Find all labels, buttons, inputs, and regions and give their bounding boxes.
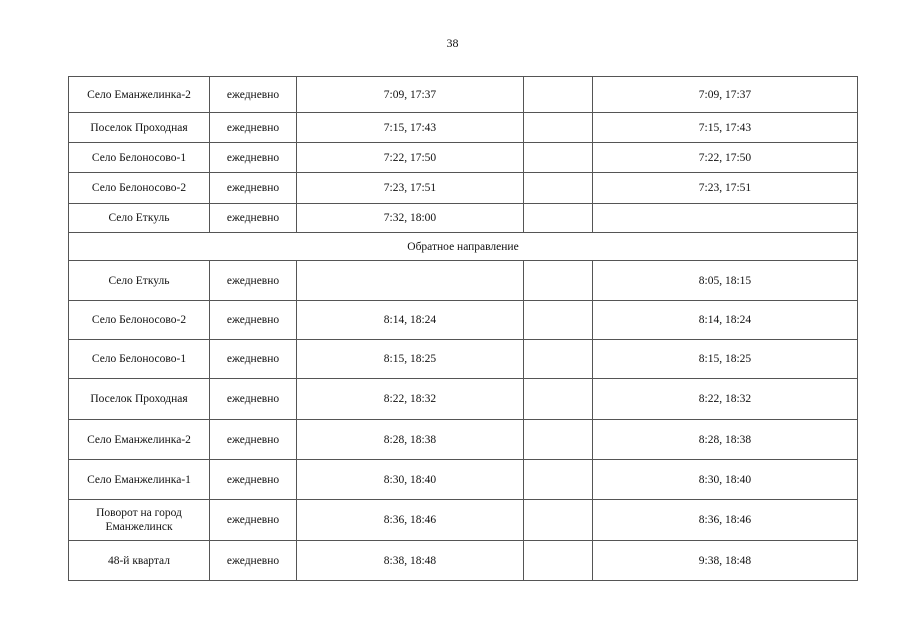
empty-cell bbox=[524, 261, 593, 301]
days-cell: ежедневно bbox=[210, 204, 297, 233]
departure-times-cell: 8:36, 18:46 bbox=[593, 500, 858, 541]
departure-times-cell: 8:05, 18:15 bbox=[593, 261, 858, 301]
stop-name-cell: Село Белоносово-2 bbox=[69, 301, 210, 340]
table-row bbox=[69, 500, 858, 541]
table-row bbox=[69, 143, 858, 173]
empty-cell bbox=[524, 204, 593, 233]
departure-times-cell: 8:15, 18:25 bbox=[297, 340, 524, 379]
departure-times-cell: 7:23, 17:51 bbox=[593, 173, 858, 204]
departure-times-cell: 7:22, 17:50 bbox=[593, 143, 858, 173]
table-row bbox=[69, 173, 858, 204]
departure-times-cell: 8:14, 18:24 bbox=[593, 301, 858, 340]
empty-cell bbox=[524, 77, 593, 113]
table-row bbox=[69, 301, 858, 340]
departure-times-cell: 9:38, 18:48 bbox=[593, 541, 858, 581]
departure-times-cell: 8:14, 18:24 bbox=[297, 301, 524, 340]
departure-times-cell: 8:22, 18:32 bbox=[593, 379, 858, 420]
stop-name-cell: Село Белоносово-1 bbox=[69, 340, 210, 379]
empty-cell bbox=[524, 541, 593, 581]
table-row bbox=[69, 77, 858, 113]
days-cell: ежедневно bbox=[210, 500, 297, 541]
stop-name-cell: Село Еманжелинка-1 bbox=[69, 460, 210, 500]
departure-times-cell bbox=[593, 204, 858, 233]
table-row bbox=[69, 460, 858, 500]
table-row bbox=[69, 113, 858, 143]
empty-cell bbox=[524, 301, 593, 340]
stop-name-cell: Поселок Проходная bbox=[69, 113, 210, 143]
stop-name-cell: Село Еманжелинка-2 bbox=[69, 420, 210, 460]
departure-times-cell: 8:30, 18:40 bbox=[593, 460, 858, 500]
days-cell: ежедневно bbox=[210, 261, 297, 301]
departure-times-cell: 7:22, 17:50 bbox=[297, 143, 524, 173]
departure-times-cell: 8:38, 18:48 bbox=[297, 541, 524, 581]
days-cell: ежедневно bbox=[210, 420, 297, 460]
departure-times-cell bbox=[297, 261, 524, 301]
table-row bbox=[69, 204, 858, 233]
empty-cell bbox=[524, 379, 593, 420]
departure-times-cell: 7:09, 17:37 bbox=[593, 77, 858, 113]
days-cell: ежедневно bbox=[210, 143, 297, 173]
page-number: 38 bbox=[446, 36, 459, 50]
days-cell: ежедневно bbox=[210, 340, 297, 379]
empty-cell bbox=[524, 143, 593, 173]
days-cell: ежедневно bbox=[210, 77, 297, 113]
departure-times-cell: 7:15, 17:43 bbox=[297, 113, 524, 143]
departure-times-cell: 8:30, 18:40 bbox=[297, 460, 524, 500]
departure-times-cell: 8:22, 18:32 bbox=[297, 379, 524, 420]
stop-name-cell: Село Еткуль bbox=[69, 204, 210, 233]
schedule-table bbox=[68, 76, 858, 581]
stop-name-cell: Село Белоносово-2 bbox=[69, 173, 210, 204]
departure-times-cell: 7:32, 18:00 bbox=[297, 204, 524, 233]
stop-name-cell: Поселок Проходная bbox=[69, 379, 210, 420]
section-header: Обратное направление bbox=[69, 233, 858, 261]
stop-name-cell: Поворот на город Еманжелинск bbox=[69, 500, 210, 541]
section-header-row bbox=[69, 233, 858, 261]
empty-cell bbox=[524, 500, 593, 541]
empty-cell bbox=[524, 340, 593, 379]
empty-cell bbox=[524, 113, 593, 143]
table-row bbox=[69, 541, 858, 581]
empty-cell bbox=[524, 420, 593, 460]
days-cell: ежедневно bbox=[210, 301, 297, 340]
departure-times-cell: 8:28, 18:38 bbox=[593, 420, 858, 460]
departure-times-cell: 7:09, 17:37 bbox=[297, 77, 524, 113]
stop-name-cell: 48-й квартал bbox=[69, 541, 210, 581]
days-cell: ежедневно bbox=[210, 113, 297, 143]
empty-cell bbox=[524, 460, 593, 500]
stop-name-cell: Село Еткуль bbox=[69, 261, 210, 301]
empty-cell bbox=[524, 173, 593, 204]
table-row bbox=[69, 420, 858, 460]
departure-times-cell: 8:28, 18:38 bbox=[297, 420, 524, 460]
table-row bbox=[69, 261, 858, 301]
departure-times-cell: 7:23, 17:51 bbox=[297, 173, 524, 204]
table-row bbox=[69, 379, 858, 420]
days-cell: ежедневно bbox=[210, 173, 297, 204]
days-cell: ежедневно bbox=[210, 379, 297, 420]
days-cell: ежедневно bbox=[210, 541, 297, 581]
departure-times-cell: 8:36, 18:46 bbox=[297, 500, 524, 541]
departure-times-cell: 7:15, 17:43 bbox=[593, 113, 858, 143]
table-row bbox=[69, 340, 858, 379]
departure-times-cell: 8:15, 18:25 bbox=[593, 340, 858, 379]
days-cell: ежедневно bbox=[210, 460, 297, 500]
stop-name-cell: Село Белоносово-1 bbox=[69, 143, 210, 173]
stop-name-cell: Село Еманжелинка-2 bbox=[69, 77, 210, 113]
